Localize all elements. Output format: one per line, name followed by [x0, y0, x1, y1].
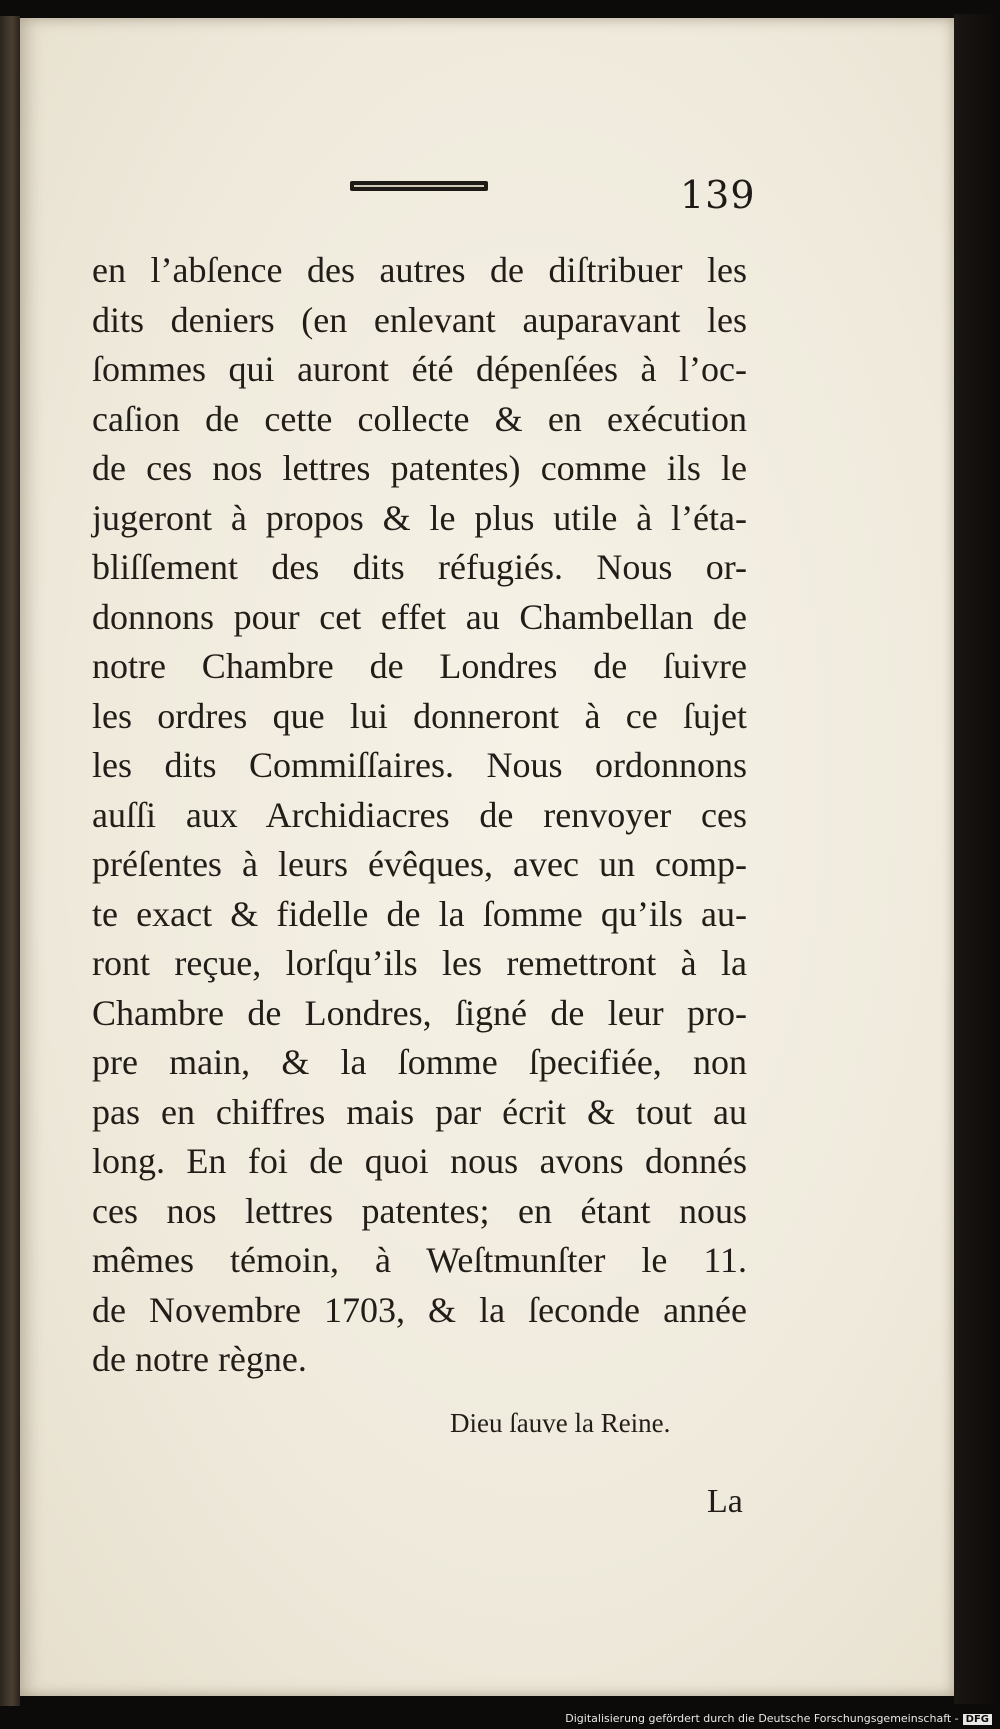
text-line: préſentes à leurs évêques, avec un comp-	[92, 844, 747, 884]
body-text	[92, 246, 747, 1385]
book-page	[20, 18, 954, 1696]
text-line: long. En foi de quoi nous avons donnés	[92, 1141, 747, 1181]
closing-salutation: Dieu ſauve la Reine.	[450, 1408, 671, 1438]
page-stack-edge	[954, 14, 1000, 1704]
text-line: en l’abſence des autres de diſtribuer les	[92, 250, 747, 290]
text-line: donnons pour cet effet au Chambellan de	[92, 596, 747, 637]
book-spine-edge	[0, 16, 20, 1706]
text-line: les ordres que lui donneront à ce ſujet	[92, 695, 747, 736]
text-line: mêmes témoin, à Weſtmunſter le 11.	[92, 1240, 747, 1280]
text-line: dits deniers (en enlevant auparavant les	[92, 299, 747, 340]
text-line: notre Chambre de Londres de ſuivre	[92, 646, 747, 686]
digitization-credit	[565, 1712, 992, 1725]
text-line: jugeront à propos & le plus utile à l’éta-	[92, 497, 747, 538]
text-line: ſommes qui auront été dépenſées à l’oc-	[92, 349, 747, 389]
text-line: caſion de cette collecte & en exécution	[92, 398, 747, 439]
header-ornament-rule	[350, 181, 488, 191]
text-line: pre main, & la ſomme ſpecifiée, non	[92, 1042, 747, 1082]
text-line: de Novembre 1703, & la ſeconde année	[92, 1289, 747, 1330]
dfg-logo-badge: DFG	[963, 1714, 992, 1725]
credit-text: Digitalisierung gefördert durch die Deutsche Forschungsgemeinschaft -	[565, 1712, 959, 1725]
text-line: te exact & fidelle de la ſomme qu’ils au-	[92, 893, 747, 934]
text-line: Chambre de Londres, ſigné de leur pro-	[92, 992, 747, 1033]
text-line: auſſi aux Archidiacres de renvoyer ces	[92, 794, 747, 835]
text-line: ces nos lettres patentes; en étant nous	[92, 1190, 747, 1231]
text-line: de notre règne.	[92, 1339, 307, 1379]
text-line: ront reçue, lorſqu’ils les remettront à la	[92, 943, 747, 983]
catchword: La	[707, 1483, 743, 1520]
page-number: 139	[680, 173, 756, 217]
text-line: de ces nos lettres patentes) comme ils le	[92, 448, 747, 488]
text-line: bliſſement des dits réfugiés. Nous or-	[92, 547, 747, 587]
text-line: les dits Commiſſaires. Nous ordonnons	[92, 745, 747, 785]
text-line: pas en chiffres mais par écrit & tout au	[92, 1091, 747, 1132]
